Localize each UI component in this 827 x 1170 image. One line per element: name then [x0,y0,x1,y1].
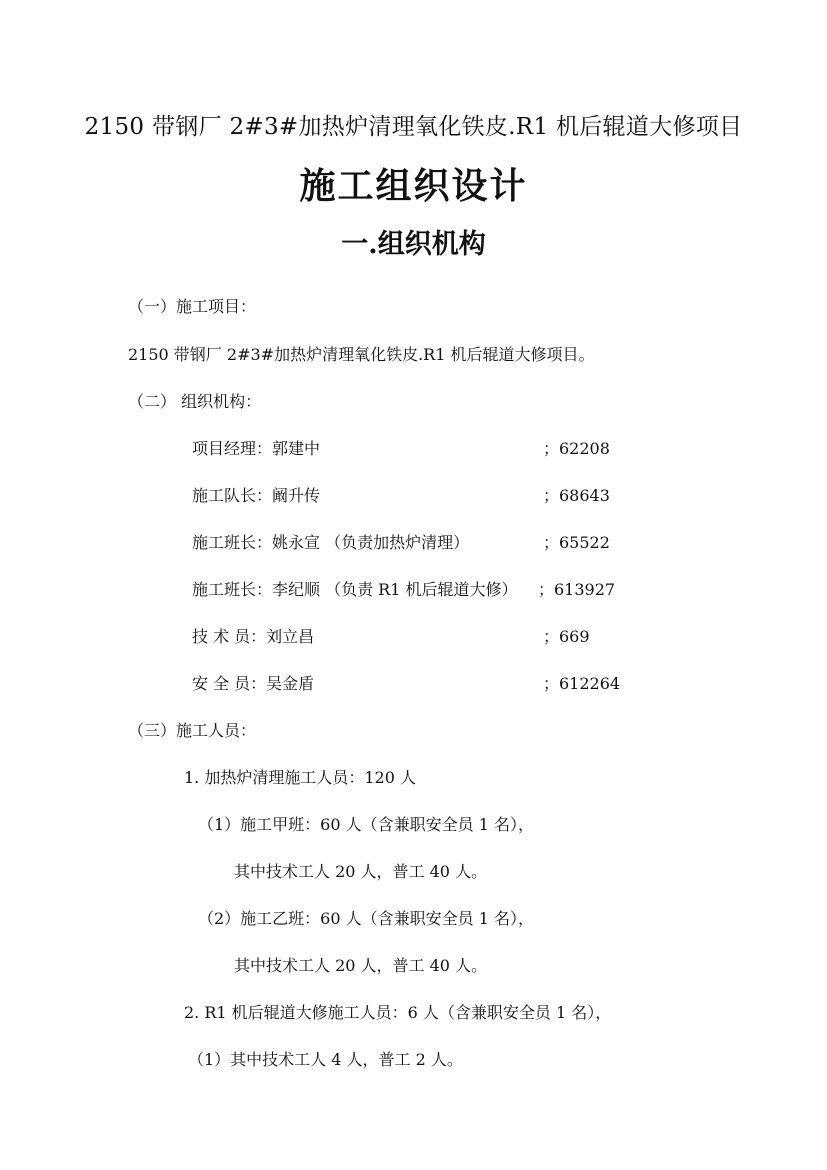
personnel-line: 其中技术工人 20 人，普工 40 人。 [234,862,488,881]
personnel-line: 2. R1 机后辊道大修施工人员：6 人（含兼职安全员 1 名）， [184,1003,612,1022]
project-title: 2150 带钢厂 2#3#加热炉清理氧化铁皮.R1 机后辊道大修项目 [84,114,743,140]
personnel-line: （1）施工甲班：60 人（含兼职安全员 1 名）， [198,815,534,834]
org-member-phone: ；613927 [538,580,616,599]
personnel-line: 其中技术工人 20 人，普工 40 人。 [234,956,488,975]
org-member-role: 安 全 员：吴金盾 [192,674,315,693]
main-title: 施工组织设计 [299,165,528,207]
construction-project-heading: （一）施工项目： [128,297,257,316]
construction-project-text: 2150 带钢厂 2#3#加热炉清理氧化铁皮.R1 机后辊道大修项目。 [128,345,595,364]
org-member-phone: ；65522 [543,533,610,552]
personnel-line: （1）其中技术工人 4 人，普工 2 人。 [188,1050,463,1069]
org-member-phone: ；612264 [543,674,621,693]
personnel-line: 1. 加热炉清理施工人员：120 人 [184,768,416,787]
org-member-role: 施工班长：姚永宣 （负责加热炉清理） [192,533,470,552]
personnel-line: （2）施工乙班：60 人（含兼职安全员 1 名）， [198,909,534,928]
section-title: 一.组织机构 [341,229,486,260]
org-member-role: 施工队长：阚升传 [192,486,321,505]
org-member-role: 技 术 员：刘立昌 [192,627,315,646]
personnel-heading: （三）施工人员： [128,721,257,740]
org-member-phone: ；62208 [543,439,610,458]
org-member-phone: ；669 [543,627,590,646]
org-member-role: 项目经理：郭建中 [192,439,321,458]
org-member-role: 施工班长：李纪顺 （负责 R1 机后辊道大修） [192,580,518,599]
org-member-phone: ；68643 [543,486,610,505]
organization-heading: （二） 组织机构： [128,392,262,411]
